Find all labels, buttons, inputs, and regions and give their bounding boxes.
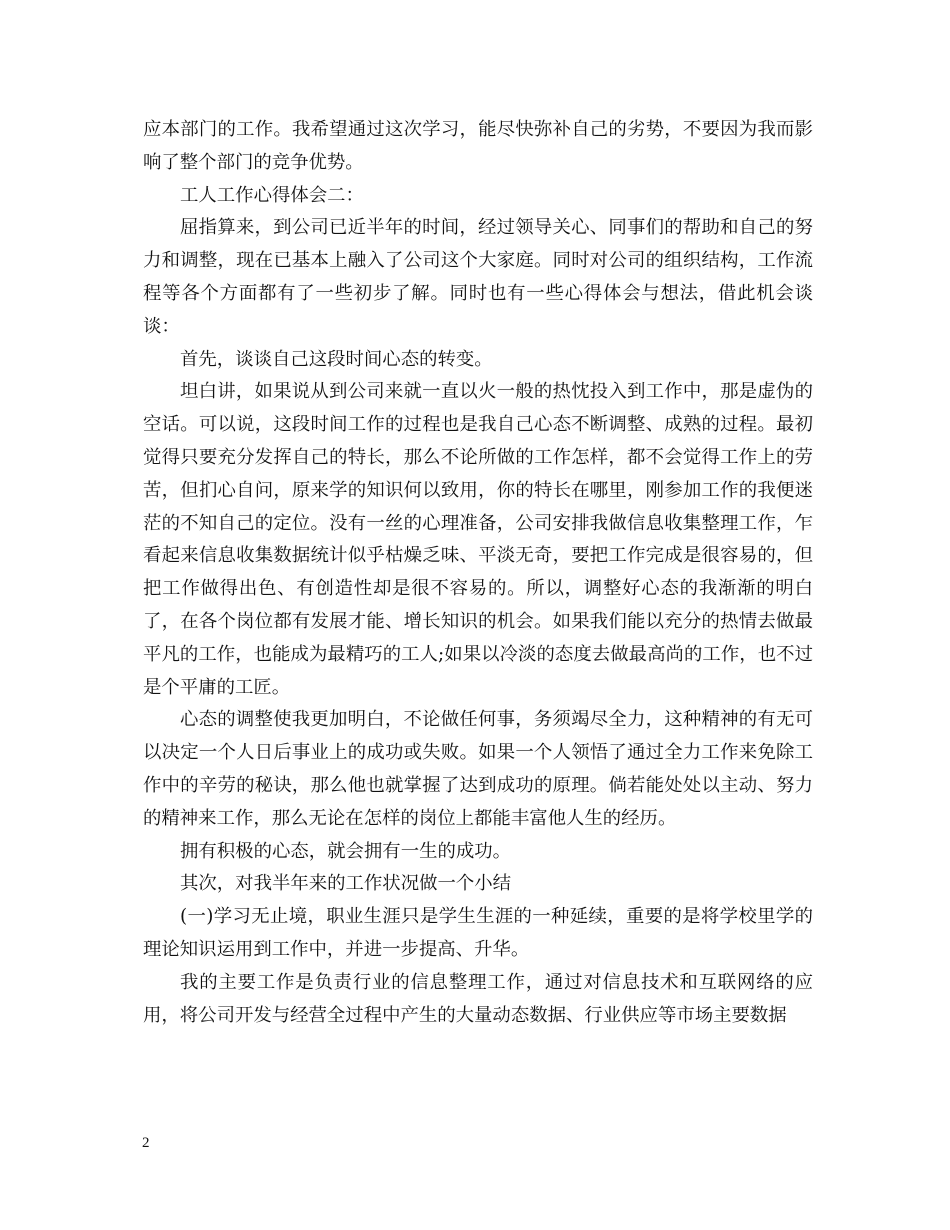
- paragraph: 其次，对我半年来的工作状况做一个小结: [180, 873, 512, 895]
- paragraph: 心态的调整使我更加明白，不论做任何事，务须竭尽全力，这种精神的有无可以决定一个人日后事业上的成功或失败。如果一个人领悟了通过全力工作来免除工作中的辛劳的秘诀，那么他也就掌握了达到成功的原理。倘若能处处以主动、努力的精神来工作，那么无论在怎样的岗位上都能丰富他人生的经历。: [143, 709, 813, 829]
- paragraph: 应本部门的工作。我希望通过这次学习，能尽快弥补自己的劣势，不要因为我而影响了整个部门的竞争优势。: [143, 119, 813, 173]
- paragraph: 首先，谈谈自己这段时间心态的转变。: [180, 348, 493, 370]
- paragraph: 我的主要工作是负责行业的信息整理工作，通过对信息技术和互联网络的应用，将公司开发与经营全过程中产生的大量动态数据、行业供应等市场主要数据: [143, 971, 813, 1026]
- page-number: 2: [142, 1135, 150, 1151]
- document-body: [143, 114, 813, 1032]
- paragraph: 工人工作心得体会二：: [180, 184, 364, 206]
- paragraph: 屈指算来，到公司已近半年的时间，经过领导关心、同事们的帮助和自己的努力和调整，现在已基本上融入了公司这个大家庭。同时对公司的组织结构，工作流程等各个方面都有了一些初步了解。同时也有一些心得体会与想法，借此机会谈谈：: [143, 217, 813, 337]
- paragraph: 坦白讲，如果说从到公司来就一直以火一般的热忱投入到工作中，那是虚伪的空话。可以说，这段时间工作的过程也是我自己心态不断调整、成熟的过程。最初觉得只要充分发挥自己的特长，那么不论所做的工作怎样，都不会觉得工作上的劳苦，但扪心自问，原来学的知识何以致用，你的特长在哪里，刚参加工作的我便迷茫的不知自己的定位。没有一丝的心理准备，公司安排我做信息收集整理工作，乍看起来信息收集数据统计似乎枯燥乏味、平淡无奇，要把工作完成是很容易的，但把工作做得出色、有创造性却是很不容易的。所以，调整好心态的我渐渐的明白了，在各个岗位都有发展才能、增长知识的机会。如果我们能以充分的热情去做最平凡的工作，也能成为最精巧的工人;如果以冷淡的态度去做最高尚的工作，也不过是个平庸的工匠。: [143, 381, 813, 698]
- paragraph: 拥有积极的心态，就会拥有一生的成功。: [180, 840, 512, 862]
- paragraph: (一)学习无止境，职业生涯只是学生生涯的一种延续，重要的是将学校里学的理论知识运用到工作中，并进一步提高、升华。: [143, 906, 813, 960]
